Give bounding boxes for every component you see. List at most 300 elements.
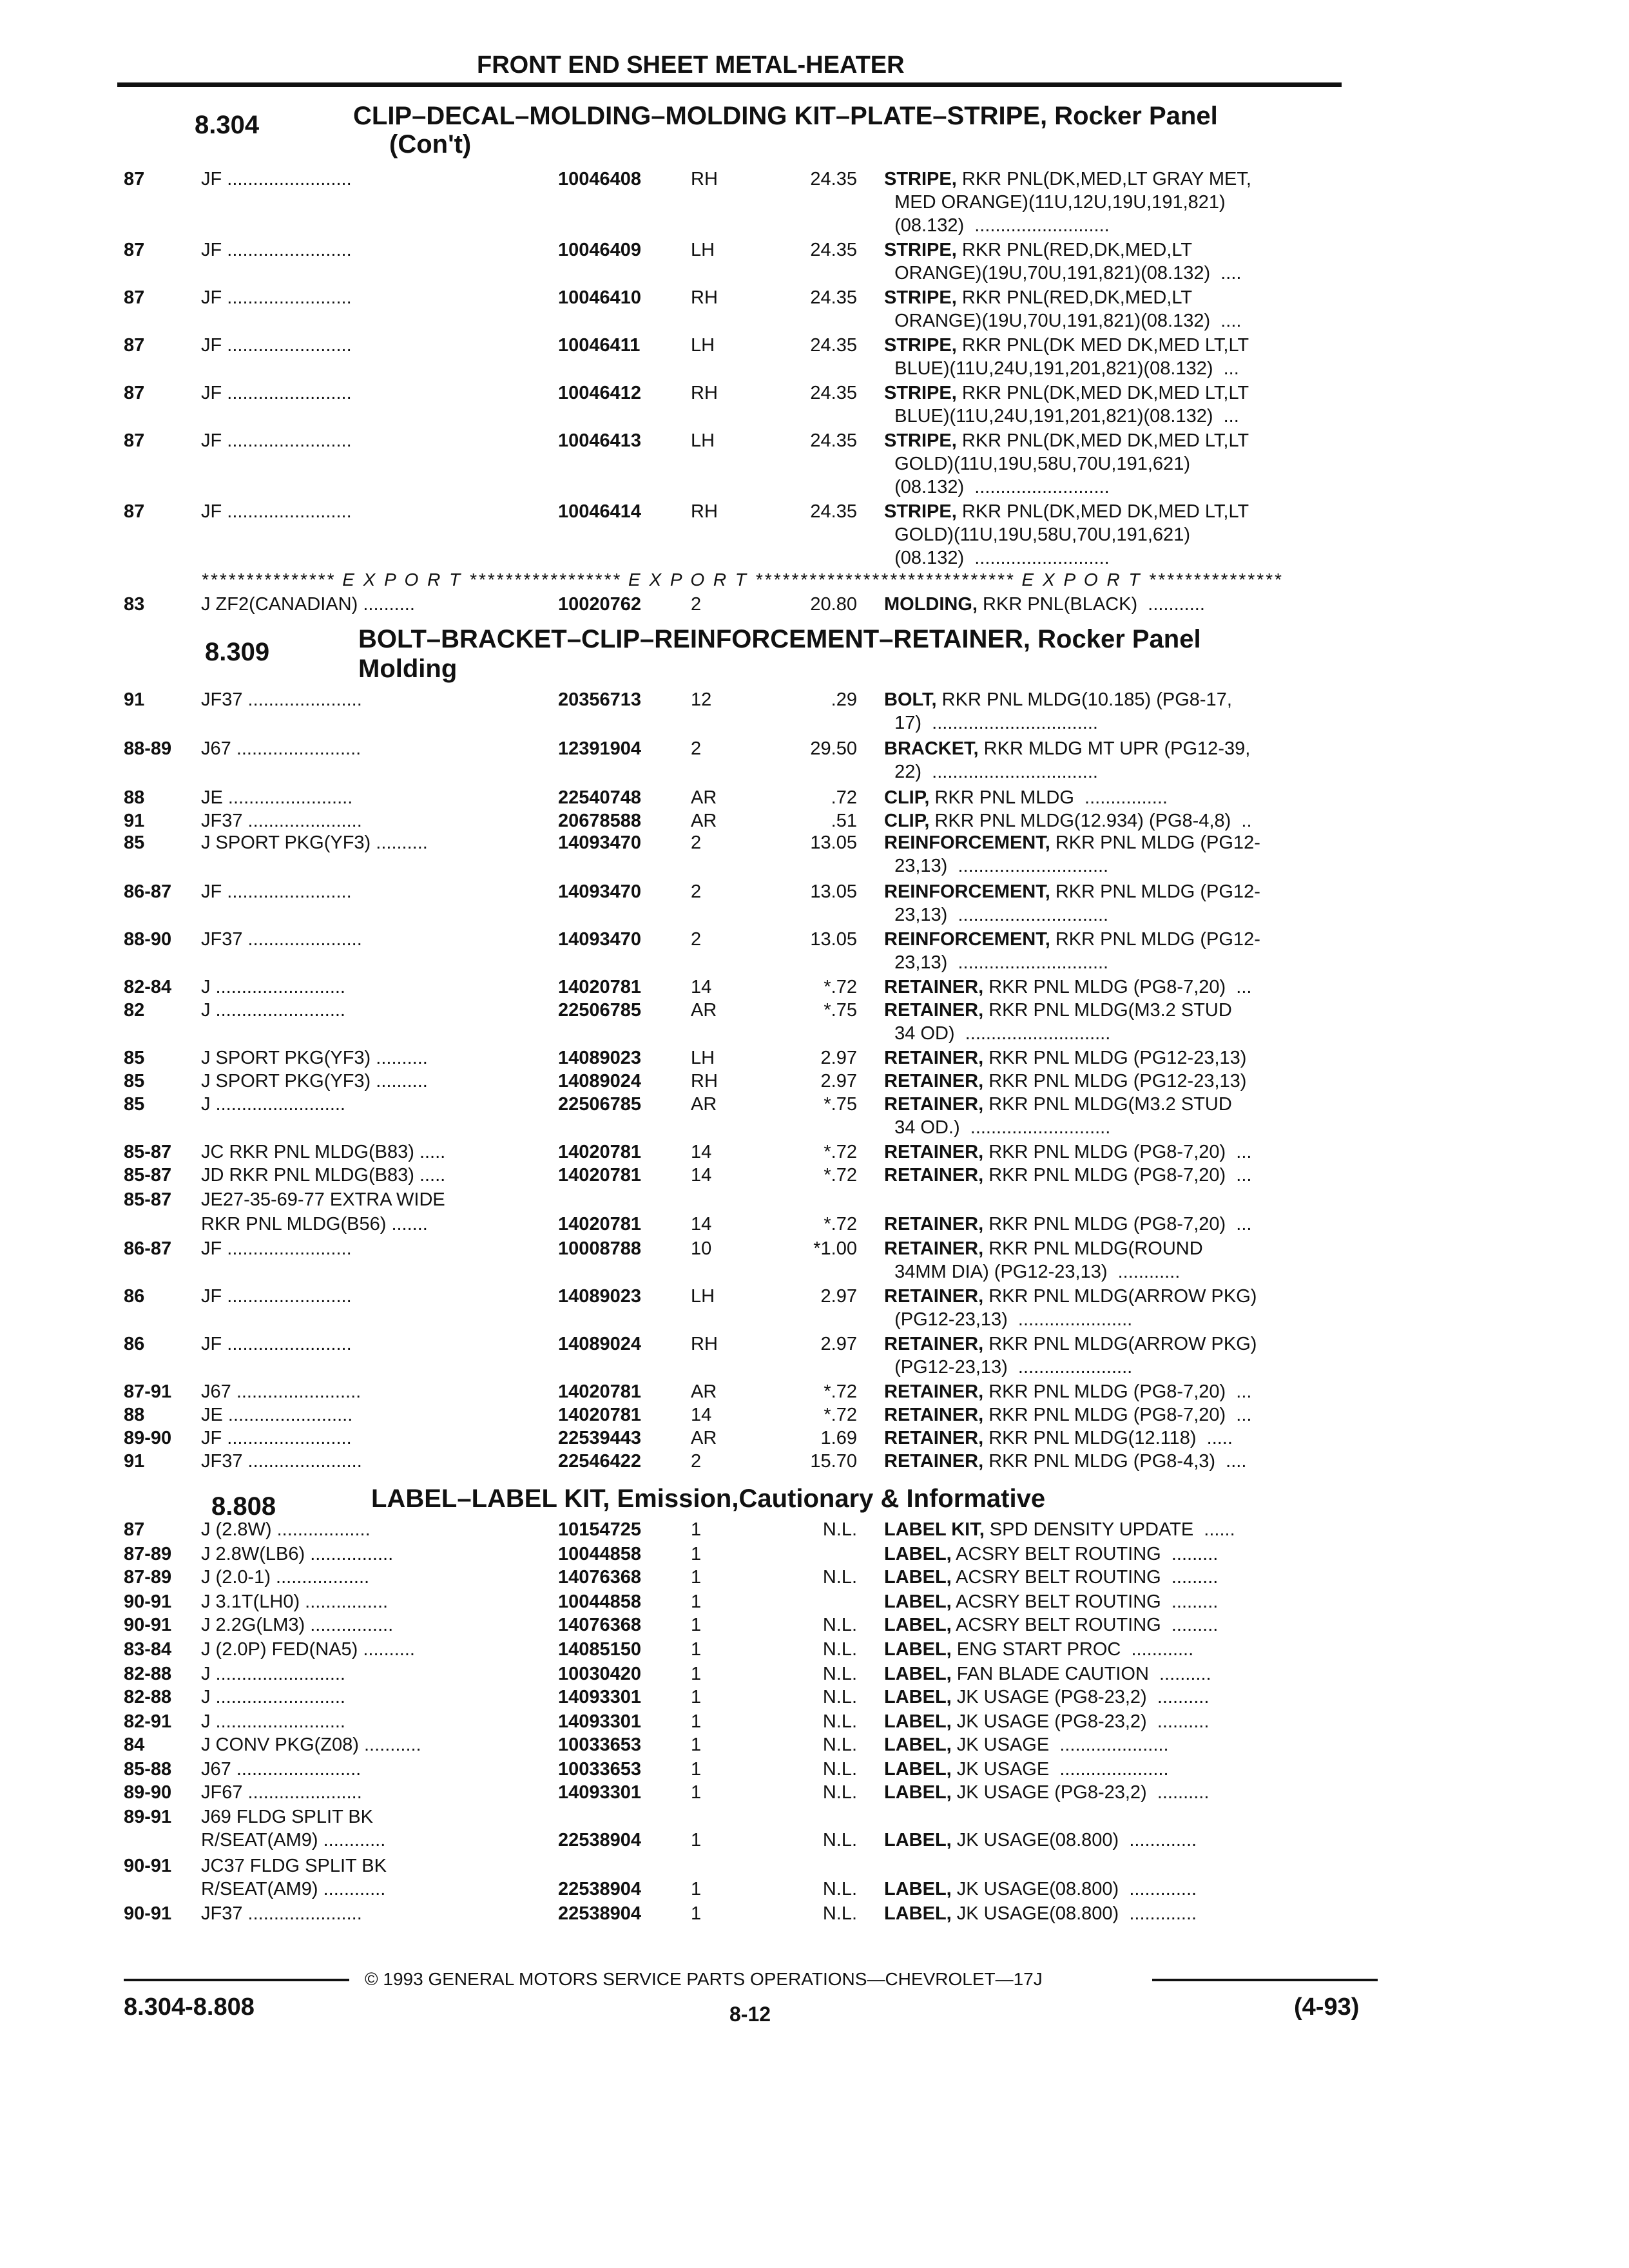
model-cell: JF ........................ xyxy=(201,1334,352,1354)
part-number-cell: 14076368 xyxy=(558,1615,642,1635)
quantity-cell: 1 xyxy=(691,1591,702,1612)
description-detail: (PG12-23,13) ...................... xyxy=(884,1357,1133,1378)
part-number-cell: 12391904 xyxy=(558,738,642,759)
description-noun: STRIPE, xyxy=(884,240,957,260)
section-title: BOLT–BRACKET–CLIP–REINFORCEMENT–RETAINER, Rocker Panel xyxy=(358,625,1201,653)
table-row xyxy=(0,689,1629,713)
description-detail: RKR PNL MLDG (PG8-7,20) ... xyxy=(983,977,1252,997)
model-cell: JF ........................ xyxy=(201,881,352,902)
description-noun: LABEL, xyxy=(884,1830,952,1850)
description-cell xyxy=(884,1238,1203,1260)
table-row xyxy=(0,787,1629,811)
description-detail: BLUE)(11U,24U,191,201,821)(08.132) ... xyxy=(884,358,1239,379)
description-cell xyxy=(884,1591,1218,1613)
price-cell: *.72 xyxy=(824,977,857,997)
price-cell: 13.05 xyxy=(810,832,857,853)
quantity-cell: AR xyxy=(691,811,717,831)
description-detail: JK USAGE (PG8-23,2) .......... xyxy=(951,1782,1210,1803)
part-number-cell: 14093301 xyxy=(558,1711,642,1732)
description-cell xyxy=(884,524,1190,546)
description-detail: GOLD)(11U,19U,58U,70U,191,621) xyxy=(884,524,1190,545)
model-cell: JE ........................ xyxy=(201,787,353,808)
year-cell: 87 xyxy=(124,383,145,403)
description-cell xyxy=(884,454,1190,475)
part-number-cell: 22506785 xyxy=(558,1000,642,1021)
description-detail: RKR PNL MLDG(10.185) (PG8-17, xyxy=(936,689,1232,710)
quantity-cell: 1 xyxy=(691,1711,702,1732)
header-rule xyxy=(117,82,1342,87)
description-cell xyxy=(884,1759,1169,1780)
table-row xyxy=(0,1807,1629,1830)
description-detail: RKR PNL(BLACK) ........... xyxy=(978,594,1205,615)
part-number-cell: 14093470 xyxy=(558,881,642,902)
quantity-cell: RH xyxy=(691,1071,718,1091)
part-number-cell: 22506785 xyxy=(558,1094,642,1115)
year-cell: 89-90 xyxy=(124,1428,172,1448)
description-detail: (08.132) .......................... xyxy=(884,215,1110,236)
model-cell: JF37 ...................... xyxy=(201,1451,362,1472)
table-row xyxy=(0,1117,1629,1140)
description-cell xyxy=(884,1023,1110,1044)
table-row xyxy=(0,1639,1629,1662)
description-cell xyxy=(884,501,1249,523)
year-cell: 82-91 xyxy=(124,1711,172,1732)
model-cell: JF ........................ xyxy=(201,335,352,356)
description-cell xyxy=(884,1903,1197,1925)
description-detail: RKR PNL(DK,MED DK,MED LT,LT xyxy=(956,383,1249,403)
description-detail: BLUE)(11U,24U,191,201,821)(08.132) ... xyxy=(884,406,1239,427)
table-row xyxy=(0,1357,1629,1380)
description-detail: 34MM DIA) (PG12-23,13) ............ xyxy=(884,1262,1181,1282)
price-cell: 2.97 xyxy=(820,1334,857,1354)
table-row xyxy=(0,524,1629,548)
part-number-cell: 14020781 xyxy=(558,1165,642,1186)
price-cell: *1.00 xyxy=(813,1238,857,1259)
year-cell: 90-91 xyxy=(124,1615,172,1635)
year-cell: 87 xyxy=(124,287,145,308)
description-cell xyxy=(884,1830,1197,1851)
quantity-cell: 2 xyxy=(691,738,702,759)
description-noun: RETAINER, xyxy=(884,1094,984,1115)
description-detail: (PG12-23,13) ...................... xyxy=(884,1309,1133,1330)
description-detail: MED ORANGE)(11U,12U,19U,191,821) xyxy=(884,192,1226,213)
description-cell xyxy=(884,832,1260,854)
export-divider: *************** E X P O R T ***************** E X P O R T ***************************** E X P O R T *************** xyxy=(201,570,1283,590)
description-cell xyxy=(884,952,1108,974)
description-detail: RKR PNL(DK,MED,LT GRAY MET, xyxy=(956,169,1251,189)
model-cell: JF ........................ xyxy=(201,169,352,189)
description-detail: RKR MLDG MT UPR (PG12-39, xyxy=(978,738,1251,759)
description-cell xyxy=(884,169,1251,190)
description-detail: RKR PNL MLDG ................ xyxy=(929,787,1168,808)
description-noun: STRIPE, xyxy=(884,335,957,356)
description-detail: RKR PNL MLDG(ARROW PKG) xyxy=(983,1286,1257,1307)
table-row xyxy=(0,169,1629,192)
quantity-cell: RH xyxy=(691,1334,718,1354)
description-detail: RKR PNL(DK,MED DK,MED LT,LT xyxy=(956,501,1249,522)
description-detail: RKR PNL MLDG (PG8-7,20) ... xyxy=(983,1405,1252,1425)
description-cell xyxy=(884,881,1260,903)
description-cell xyxy=(884,1094,1232,1115)
price-cell: *.72 xyxy=(824,1214,857,1235)
model-cell: JF37 ...................... xyxy=(201,929,362,950)
price-cell: 24.35 xyxy=(810,501,857,522)
price-cell: *.72 xyxy=(824,1142,857,1162)
model-cell: JF67 ...................... xyxy=(201,1782,362,1803)
model-cell: JF37 ...................... xyxy=(201,811,362,831)
description-detail: ORANGE)(19U,70U,191,821)(08.132) .... xyxy=(884,311,1242,331)
model-cell: R/SEAT(AM9) ............ xyxy=(201,1879,386,1899)
description-detail: RKR PNL(RED,DK,MED,LT xyxy=(956,287,1193,308)
description-cell xyxy=(884,1309,1132,1331)
description-noun: LABEL, xyxy=(884,1759,952,1780)
description-detail: RKR PNL MLDG (PG12- xyxy=(1050,929,1260,950)
price-cell: *.72 xyxy=(824,1165,857,1186)
year-cell: 86 xyxy=(124,1334,145,1354)
table-row xyxy=(0,1000,1629,1023)
table-row xyxy=(0,1334,1629,1357)
description-detail: RKR PNL MLDG(M3.2 STUD xyxy=(983,1094,1232,1115)
quantity-cell: 1 xyxy=(691,1879,702,1899)
description-detail: JK USAGE (PG8-23,2) .......... xyxy=(951,1711,1210,1732)
year-cell: 90-91 xyxy=(124,1903,172,1924)
part-number-cell: 22540748 xyxy=(558,787,642,808)
price-cell: N.L. xyxy=(822,1711,857,1732)
table-row xyxy=(0,929,1629,952)
description-cell xyxy=(884,215,1110,236)
part-number-cell: 10046410 xyxy=(558,287,642,308)
description-cell xyxy=(884,689,1232,711)
price-cell: N.L. xyxy=(822,1903,857,1924)
description-noun: RETAINER, xyxy=(884,1000,984,1021)
model-cell: JF ........................ xyxy=(201,1428,352,1448)
table-row xyxy=(0,1664,1629,1687)
table-row xyxy=(0,1519,1629,1542)
description-cell xyxy=(884,1879,1197,1900)
quantity-cell: 1 xyxy=(691,1903,702,1924)
quantity-cell: RH xyxy=(691,287,718,308)
price-cell: 20.80 xyxy=(810,594,857,615)
price-cell: N.L. xyxy=(822,1519,857,1540)
description-noun: LABEL KIT, xyxy=(884,1519,985,1540)
year-cell: 87-89 xyxy=(124,1544,172,1564)
description-noun: CLIP, xyxy=(884,811,930,831)
model-cell: JF37 ...................... xyxy=(201,1903,362,1924)
copyright-text: © 1993 GENERAL MOTORS SERVICE PARTS OPERATIONS—CHEVROLET—17J xyxy=(365,1969,1043,1989)
price-cell: 2.97 xyxy=(820,1071,857,1091)
part-number-cell: 10044858 xyxy=(558,1544,642,1564)
model-cell: R/SEAT(AM9) ............ xyxy=(201,1830,386,1850)
description-cell xyxy=(884,548,1110,569)
model-cell: J ......................... xyxy=(201,1711,345,1732)
description-noun: RETAINER, xyxy=(884,1238,984,1259)
part-number-cell: 10033653 xyxy=(558,1759,642,1780)
description-cell xyxy=(884,787,1168,809)
table-row xyxy=(0,501,1629,524)
quantity-cell: 1 xyxy=(691,1567,702,1588)
description-noun: RETAINER, xyxy=(884,1142,984,1162)
quantity-cell: RH xyxy=(691,383,718,403)
description-cell xyxy=(884,383,1249,404)
model-cell: J69 FLDG SPLIT BK xyxy=(201,1807,374,1827)
part-number-cell: 14089024 xyxy=(558,1071,642,1091)
year-cell: 84 xyxy=(124,1735,145,1755)
description-detail: RKR PNL MLDG(ROUND xyxy=(983,1238,1203,1259)
model-cell: J 2.2G(LM3) ................ xyxy=(201,1615,394,1635)
part-number-cell: 14085150 xyxy=(558,1639,642,1660)
quantity-cell: 1 xyxy=(691,1735,702,1755)
quantity-cell: LH xyxy=(691,430,715,451)
description-cell xyxy=(884,287,1192,309)
description-cell xyxy=(884,1117,1110,1139)
price-cell: 1.69 xyxy=(820,1428,857,1448)
quantity-cell: 1 xyxy=(691,1615,702,1635)
description-noun: LABEL, xyxy=(884,1903,952,1924)
model-cell: JF37 ...................... xyxy=(201,689,362,710)
description-detail: 23,13) ............................. xyxy=(884,952,1109,973)
description-cell xyxy=(884,1519,1235,1541)
description-cell xyxy=(884,1664,1211,1685)
table-row xyxy=(0,762,1629,785)
price-cell: 24.35 xyxy=(810,287,857,308)
description-noun: LABEL, xyxy=(884,1687,952,1707)
year-cell: 91 xyxy=(124,811,145,831)
table-row xyxy=(0,1879,1629,1902)
model-cell: J SPORT PKG(YF3) .......... xyxy=(201,1048,428,1068)
price-cell: 24.35 xyxy=(810,169,857,189)
description-detail: RKR PNL MLDG (PG12-23,13) xyxy=(983,1071,1247,1091)
table-row xyxy=(0,1782,1629,1805)
description-detail: ACSRY BELT ROUTING ......... xyxy=(951,1544,1219,1564)
table-row xyxy=(0,383,1629,406)
table-row xyxy=(0,1189,1629,1213)
description-detail: 23,13) ............................. xyxy=(884,856,1109,876)
description-cell xyxy=(884,738,1250,760)
table-row xyxy=(0,548,1629,571)
part-number-cell: 22538904 xyxy=(558,1879,642,1899)
description-detail: RKR PNL MLDG (PG12- xyxy=(1050,881,1260,902)
quantity-cell: 12 xyxy=(691,689,712,710)
table-row xyxy=(0,1238,1629,1262)
table-row xyxy=(0,832,1629,856)
table-row xyxy=(0,1071,1629,1094)
table-row xyxy=(0,952,1629,975)
description-noun: LABEL, xyxy=(884,1735,952,1755)
model-cell: JF ........................ xyxy=(201,501,352,522)
part-number-cell: 20678588 xyxy=(558,811,642,831)
description-cell xyxy=(884,1782,1209,1803)
year-cell: 86-87 xyxy=(124,1238,172,1259)
price-cell: N.L. xyxy=(822,1567,857,1588)
quantity-cell: 14 xyxy=(691,977,712,997)
description-detail: RKR PNL MLDG (PG8-7,20) ... xyxy=(983,1142,1252,1162)
section-number: 8.304 xyxy=(195,111,260,139)
table-row xyxy=(0,905,1629,928)
quantity-cell: LH xyxy=(691,335,715,356)
part-number-cell: 22546422 xyxy=(558,1451,642,1472)
price-cell: 15.70 xyxy=(810,1451,857,1472)
model-cell: J 2.8W(LB6) ................ xyxy=(201,1544,394,1564)
quantity-cell: 2 xyxy=(691,832,702,853)
description-noun: LABEL, xyxy=(884,1782,952,1803)
quantity-cell: 2 xyxy=(691,929,702,950)
description-noun: BOLT, xyxy=(884,689,937,710)
model-cell: J ......................... xyxy=(201,1094,345,1115)
quantity-cell: AR xyxy=(691,1428,717,1448)
table-row xyxy=(0,856,1629,879)
description-cell xyxy=(884,1405,1251,1426)
quantity-cell: 14 xyxy=(691,1214,712,1235)
description-noun: RETAINER, xyxy=(884,1214,984,1235)
model-cell: J67 ........................ xyxy=(201,1381,361,1402)
quantity-cell: AR xyxy=(691,1381,717,1402)
year-cell: 83-84 xyxy=(124,1639,172,1660)
year-cell: 89-91 xyxy=(124,1807,172,1827)
model-cell: JF ........................ xyxy=(201,430,352,451)
part-number-cell: 10046408 xyxy=(558,169,642,189)
description-noun: LABEL, xyxy=(884,1639,952,1660)
description-cell xyxy=(884,1639,1193,1660)
part-number-cell: 10046411 xyxy=(558,335,641,356)
quantity-cell: 1 xyxy=(691,1639,702,1660)
description-noun: RETAINER, xyxy=(884,1428,984,1448)
table-row xyxy=(0,977,1629,1000)
description-cell xyxy=(884,263,1241,284)
year-cell: 90-91 xyxy=(124,1591,172,1612)
part-number-cell: 20356713 xyxy=(558,689,642,710)
page-title: FRONT END SHEET METAL-HEATER xyxy=(477,52,905,79)
description-detail: ORANGE)(19U,70U,191,821)(08.132) .... xyxy=(884,263,1242,284)
description-noun: STRIPE, xyxy=(884,501,957,522)
price-cell: N.L. xyxy=(822,1615,857,1635)
description-cell xyxy=(884,1165,1251,1186)
part-number-cell: 10046414 xyxy=(558,501,642,522)
description-cell xyxy=(884,1615,1218,1636)
part-number-cell: 10008788 xyxy=(558,1238,642,1259)
description-noun: CLIP, xyxy=(884,787,930,808)
model-cell: JD RKR PNL MLDG(B83) ..... xyxy=(201,1165,446,1186)
description-cell xyxy=(884,1000,1232,1021)
description-detail: RKR PNL MLDG(M3.2 STUD xyxy=(983,1000,1232,1021)
description-detail: SPD DENSITY UPDATE ...... xyxy=(984,1519,1235,1540)
quantity-cell: 1 xyxy=(691,1759,702,1780)
price-cell: .51 xyxy=(831,811,857,831)
table-row xyxy=(0,1165,1629,1188)
description-noun: RETAINER, xyxy=(884,1165,984,1186)
description-noun: RETAINER, xyxy=(884,1451,984,1472)
description-cell xyxy=(884,905,1108,926)
table-row xyxy=(0,1735,1629,1758)
table-row xyxy=(0,1903,1629,1927)
description-detail: RKR PNL MLDG (PG12-23,13) xyxy=(983,1048,1247,1068)
price-cell: N.L. xyxy=(822,1664,857,1684)
price-cell: 13.05 xyxy=(810,929,857,950)
section-title-cont: Molding xyxy=(358,655,458,683)
footer-rule-left xyxy=(124,1979,349,1981)
table-row xyxy=(0,454,1629,477)
description-cell xyxy=(884,1334,1257,1355)
description-cell xyxy=(884,430,1249,452)
year-cell: 91 xyxy=(124,689,145,710)
year-cell: 87-91 xyxy=(124,1381,172,1402)
part-number-cell: 10044858 xyxy=(558,1591,642,1612)
table-row xyxy=(0,738,1629,762)
description-detail: JK USAGE (PG8-23,2) .......... xyxy=(951,1687,1210,1707)
description-detail: RKR PNL(DK,MED DK,MED LT,LT xyxy=(956,430,1249,451)
description-noun: LABEL, xyxy=(884,1544,952,1564)
price-cell: N.L. xyxy=(822,1782,857,1803)
part-number-cell: 14020781 xyxy=(558,1214,642,1235)
description-cell xyxy=(884,311,1241,332)
table-row xyxy=(0,1428,1629,1451)
section-number: 8.808 xyxy=(211,1492,276,1521)
model-cell: J ......................... xyxy=(201,1000,345,1021)
price-cell: N.L. xyxy=(822,1639,857,1660)
table-row xyxy=(0,1262,1629,1285)
quantity-cell: 1 xyxy=(691,1830,702,1850)
price-cell: N.L. xyxy=(822,1759,857,1780)
description-noun: LABEL, xyxy=(884,1567,952,1588)
description-detail: RKR PNL MLDG (PG8-7,20) ... xyxy=(983,1214,1252,1235)
description-detail: GOLD)(11U,19U,58U,70U,191,621) xyxy=(884,454,1190,474)
year-cell: 85 xyxy=(124,832,145,853)
description-noun: STRIPE, xyxy=(884,430,957,451)
year-cell: 85-88 xyxy=(124,1759,172,1780)
price-cell: N.L. xyxy=(822,1830,857,1850)
year-cell: 82-84 xyxy=(124,977,172,997)
description-noun: BRACKET, xyxy=(884,738,979,759)
quantity-cell: 1 xyxy=(691,1782,702,1803)
description-detail: FAN BLADE CAUTION .......... xyxy=(951,1664,1211,1684)
model-cell: JE ........................ xyxy=(201,1405,353,1425)
model-cell: J CONV PKG(Z08) ........... xyxy=(201,1735,421,1755)
table-row xyxy=(0,240,1629,263)
table-row xyxy=(0,287,1629,311)
part-number-cell: 14089023 xyxy=(558,1286,642,1307)
part-number-cell: 14093301 xyxy=(558,1782,642,1803)
quantity-cell: RH xyxy=(691,501,718,522)
table-row xyxy=(0,713,1629,736)
description-cell xyxy=(884,1071,1246,1092)
table-row xyxy=(0,1214,1629,1237)
model-cell: JF ........................ xyxy=(201,1238,352,1259)
description-noun: MOLDING, xyxy=(884,594,978,615)
part-number-cell: 22539443 xyxy=(558,1428,642,1448)
table-row xyxy=(0,430,1629,454)
description-noun: STRIPE, xyxy=(884,287,957,308)
year-cell: 89-90 xyxy=(124,1782,172,1803)
table-row xyxy=(0,192,1629,215)
description-cell xyxy=(884,406,1239,427)
quantity-cell: LH xyxy=(691,240,715,260)
table-row xyxy=(0,263,1629,286)
price-cell: 2.97 xyxy=(820,1286,857,1307)
price-cell: 13.05 xyxy=(810,881,857,902)
year-cell: 87-89 xyxy=(124,1567,172,1588)
quantity-cell: 1 xyxy=(691,1687,702,1707)
quantity-cell: 14 xyxy=(691,1165,712,1186)
price-cell: 24.35 xyxy=(810,383,857,403)
price-cell: *.75 xyxy=(824,1094,857,1115)
description-detail: RKR PNL MLDG(12.934) (PG8-4,8) .. xyxy=(929,811,1252,831)
table-row xyxy=(0,1591,1629,1615)
model-cell: JC37 FLDG SPLIT BK xyxy=(201,1856,387,1876)
price-cell: 2.97 xyxy=(820,1048,857,1068)
description-cell xyxy=(884,1357,1132,1378)
description-detail: RKR PNL MLDG (PG8-7,20) ... xyxy=(983,1381,1252,1402)
table-row xyxy=(0,1567,1629,1590)
description-cell xyxy=(884,1262,1180,1283)
